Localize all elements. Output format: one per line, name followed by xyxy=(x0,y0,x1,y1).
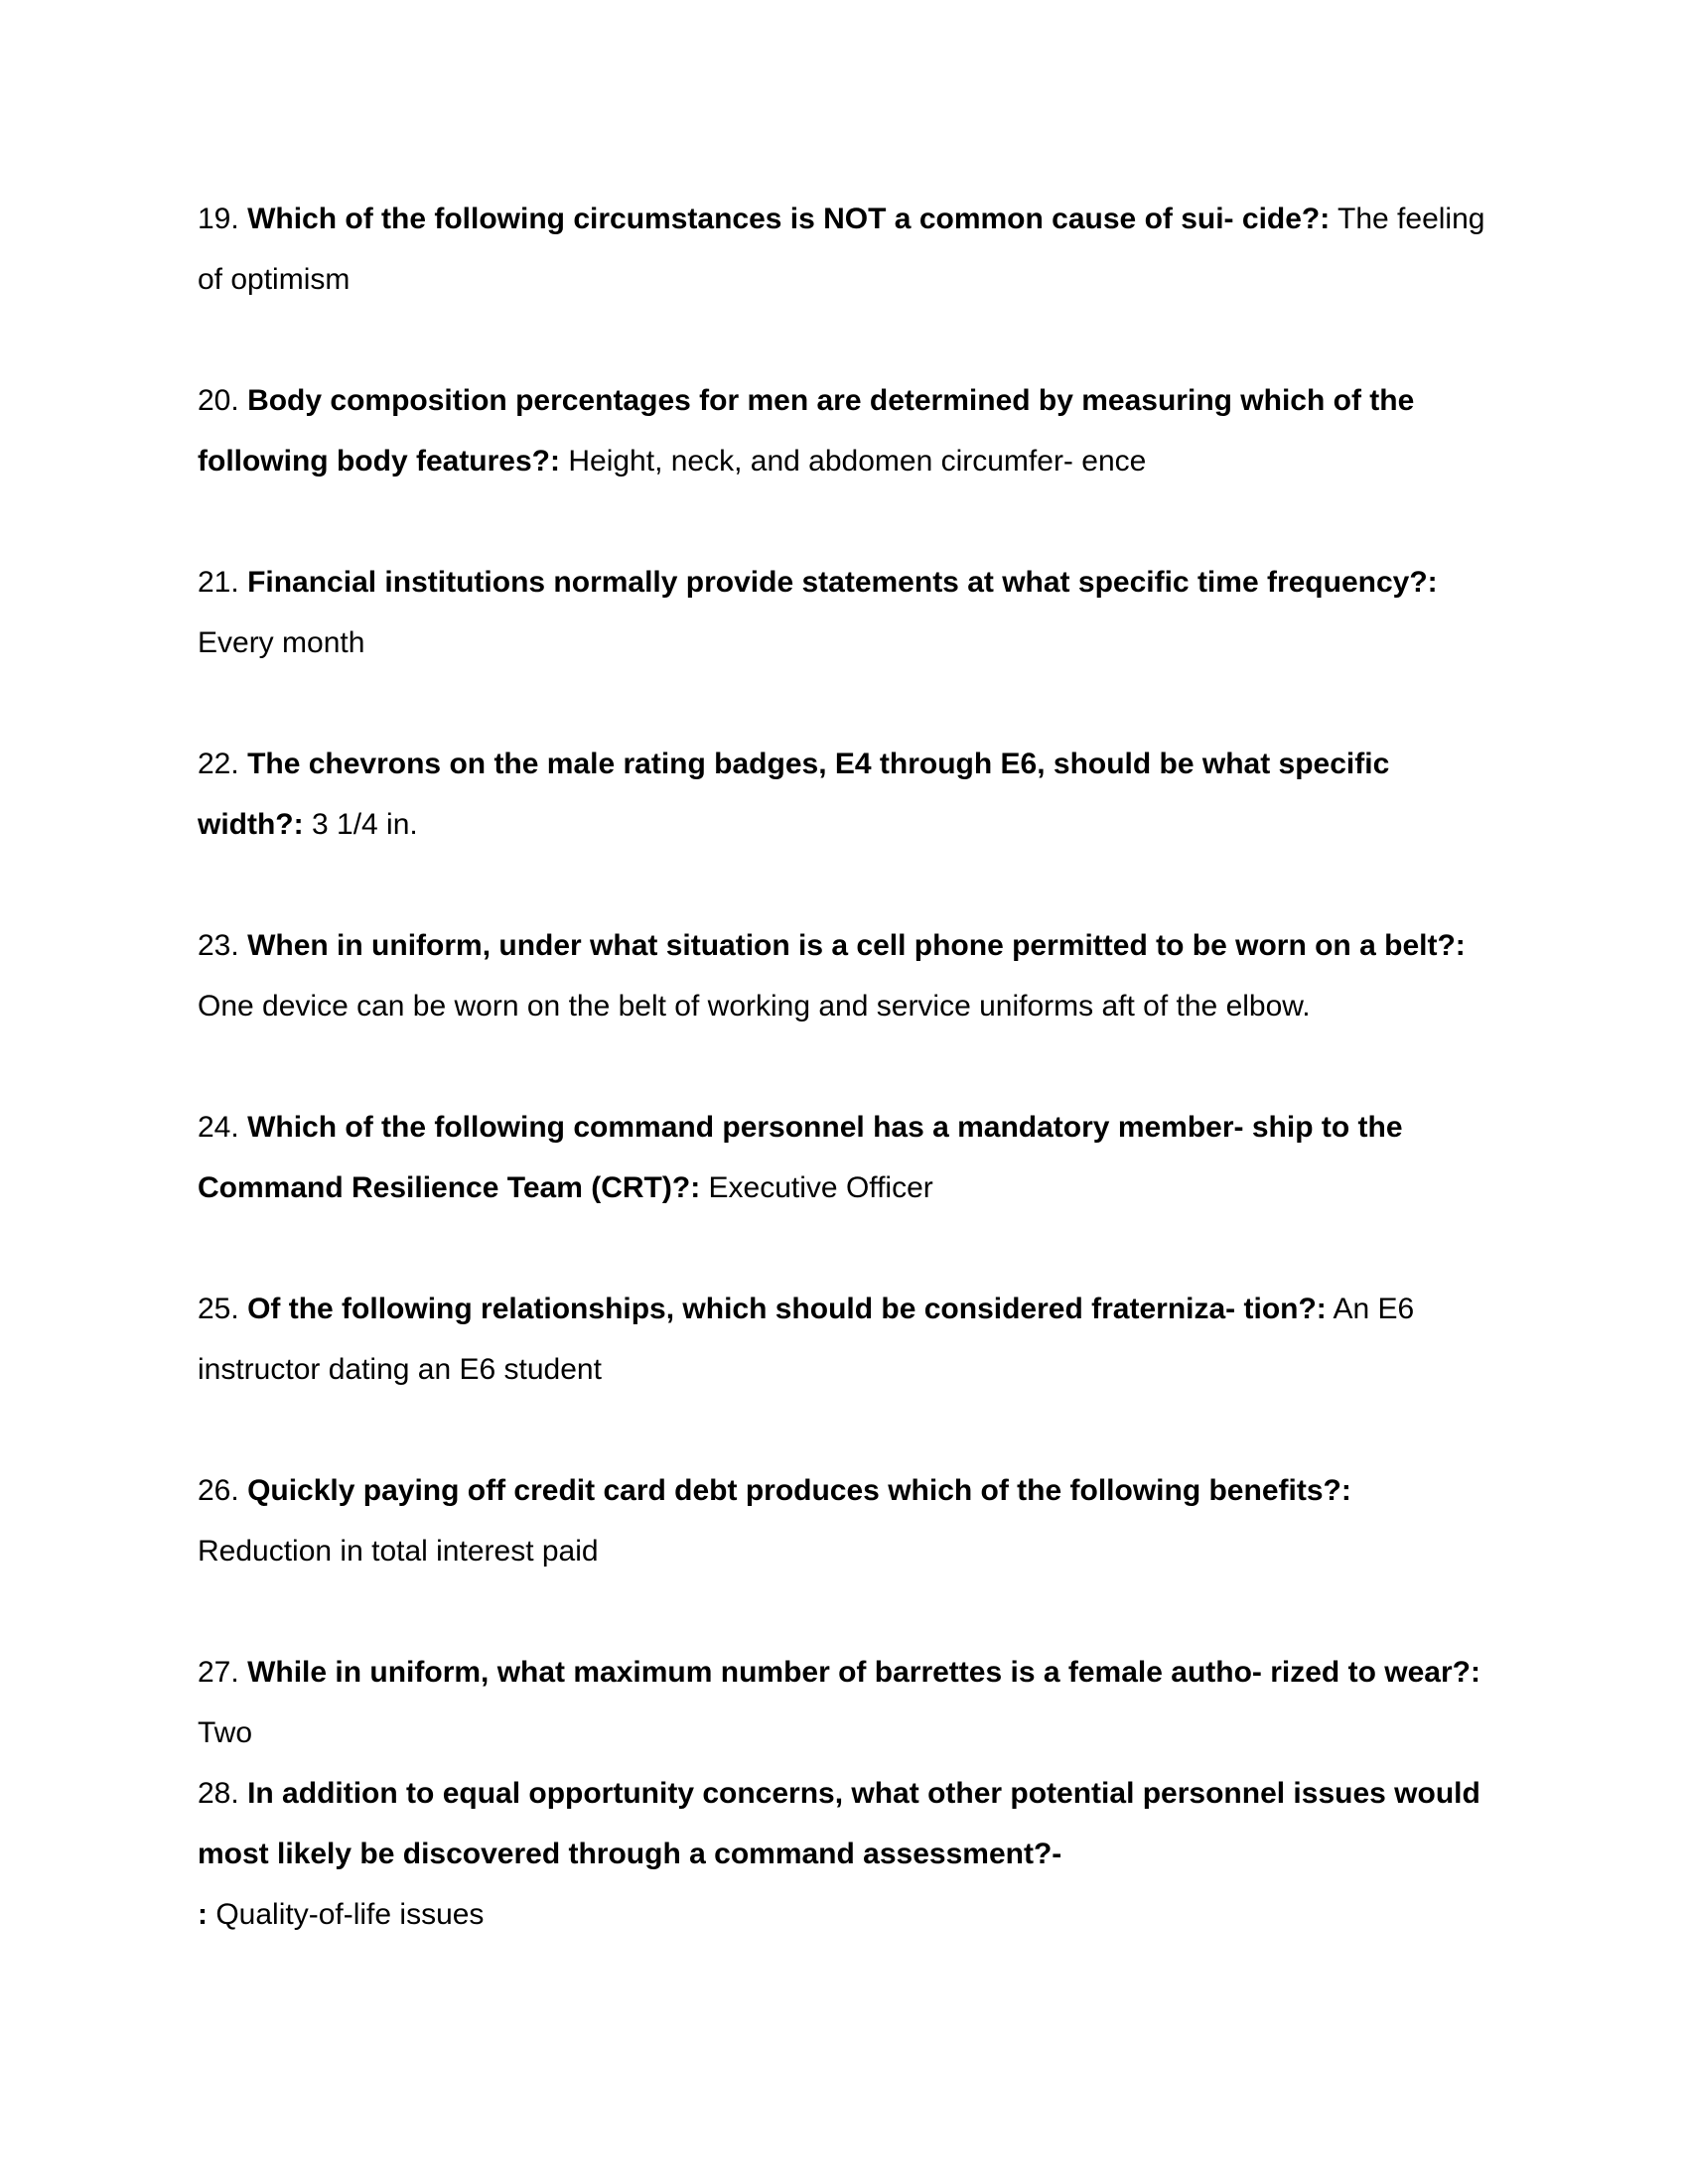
question-number: 27. xyxy=(198,1656,239,1689)
question-text: Which of the following circumstances is NOT a common cause of sui- cide?: xyxy=(247,203,1331,235)
answer-text: Executive Officer xyxy=(708,1171,933,1204)
answer-text: Quality-of-life issues xyxy=(215,1898,485,1931)
question-text: While in uniform, what maximum number of barrettes is a female autho- rized to wear?: xyxy=(247,1656,1480,1689)
question-text: Financial institutions normally provide statements at what specific time frequency?: xyxy=(247,566,1438,599)
qa-item-23 xyxy=(198,915,1488,1036)
question-number: 22. xyxy=(198,748,239,780)
question-text: Which of the following command personnel has a mandatory member- ship to the Command Resilience Team (CRT)?: xyxy=(198,1111,1403,1204)
question-number: 24. xyxy=(198,1111,239,1144)
qa-item-25 xyxy=(198,1279,1488,1400)
question-number: 25. xyxy=(198,1293,239,1325)
question-number: 28. xyxy=(198,1777,239,1810)
answer-line xyxy=(198,1884,1488,1945)
document-page xyxy=(198,189,1488,1945)
question-number: 19. xyxy=(198,203,239,235)
qa-item-28 xyxy=(198,1763,1488,1945)
question-text: Body composition percentages for men are determined by measuring which of the following body features?: xyxy=(198,384,1415,478)
qa-item-24 xyxy=(198,1097,1488,1218)
answer-text: The feeling of optimism xyxy=(198,203,1485,296)
answer-text: One device can be worn on the belt of working and service uniforms aft of the elbow. xyxy=(198,990,1311,1023)
answer-text: Reduction in total interest paid xyxy=(198,1535,599,1568)
answer-text: An E6 instructor dating an E6 student xyxy=(198,1293,1415,1386)
answer-text: Every month xyxy=(198,626,365,659)
answer-prefix: : xyxy=(198,1898,208,1931)
qa-item-27 xyxy=(198,1642,1488,1763)
qa-item-22 xyxy=(198,734,1488,855)
qa-item-20 xyxy=(198,370,1488,491)
question-number: 26. xyxy=(198,1474,239,1507)
answer-text: Height, neck, and abdomen circumfer- ence xyxy=(568,445,1147,478)
question-text: The chevrons on the male rating badges, E4 through E6, should be what specific width?: xyxy=(198,748,1390,841)
question-text: In addition to equal opportunity concerns, what other potential personnel issues would most likely be discovered through a command assessment?- xyxy=(198,1777,1480,1870)
qa-item-19 xyxy=(198,189,1488,310)
question-text: Quickly paying off credit card debt produces which of the following benefits?: xyxy=(247,1474,1351,1507)
question-number: 20. xyxy=(198,384,239,417)
qa-item-21 xyxy=(198,552,1488,673)
question-number: 23. xyxy=(198,929,239,962)
answer-text: Two xyxy=(198,1716,253,1749)
question-text: Of the following relationships, which should be considered fraterniza- tion?: xyxy=(247,1293,1327,1325)
question-number: 21. xyxy=(198,566,239,599)
qa-item-26 xyxy=(198,1460,1488,1581)
question-text: When in uniform, under what situation is a cell phone permitted to be worn on a belt?: xyxy=(247,929,1466,962)
answer-text: 3 1/4 in. xyxy=(311,808,418,841)
